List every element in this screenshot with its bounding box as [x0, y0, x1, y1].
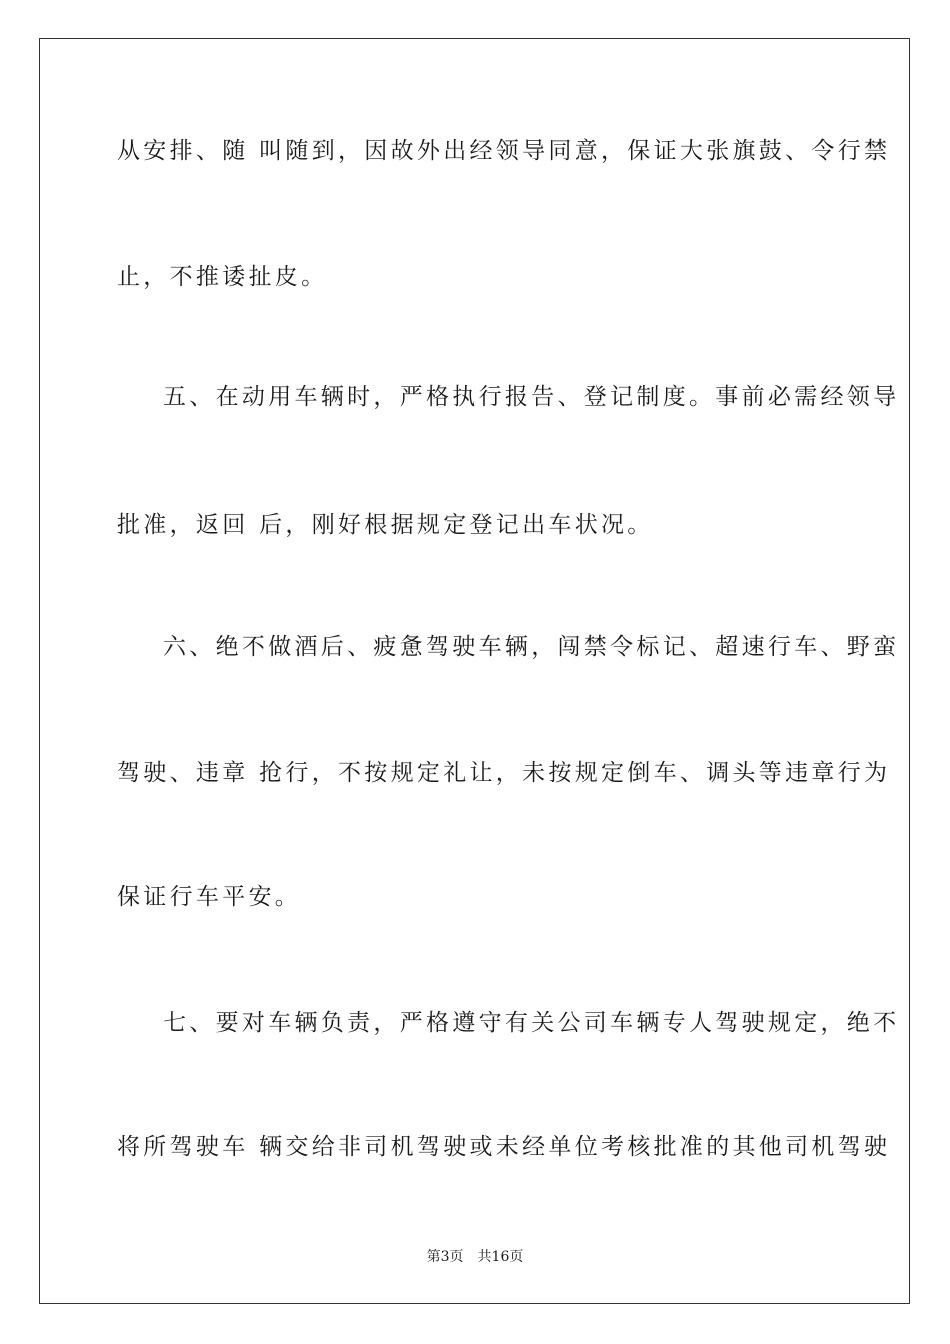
body-text-line: 保证行车平安。 [117, 884, 302, 910]
body-text-line: 从安排、随 叫随到，因故外出经领导同意，保证大张旗鼓、令行禁 [117, 138, 891, 164]
page-number: 第3页 [426, 1249, 464, 1265]
body-text-line: 止，不推诿扯皮。 [117, 264, 328, 290]
page-footer [0, 1248, 950, 1266]
paragraph-five-start: 五、在动用车辆时，严格执行报告、登记制度。事前必需经领导 [163, 384, 900, 410]
paragraph-six-start: 六、绝不做酒后、疲惫驾驶车辆，闯禁令标记、超速行车、野蛮 [163, 634, 900, 660]
page-total: 共16页 [477, 1249, 524, 1265]
body-text-line: 将所驾驶车 辆交给非司机驾驶或未经单位考核批准的其他司机驾驶 [117, 1134, 891, 1160]
body-text-line: 批准，返回 后，刚好根据规定登记出车状况。 [117, 512, 654, 538]
page-border [39, 38, 910, 1304]
paragraph-seven-start: 七、要对车辆负责，严格遵守有关公司车辆专人驾驶规定，绝不 [163, 1010, 900, 1036]
body-text-line: 驾驶、违章 抢行，不按规定礼让，未按规定倒车、调头等违章行为 [117, 760, 891, 786]
